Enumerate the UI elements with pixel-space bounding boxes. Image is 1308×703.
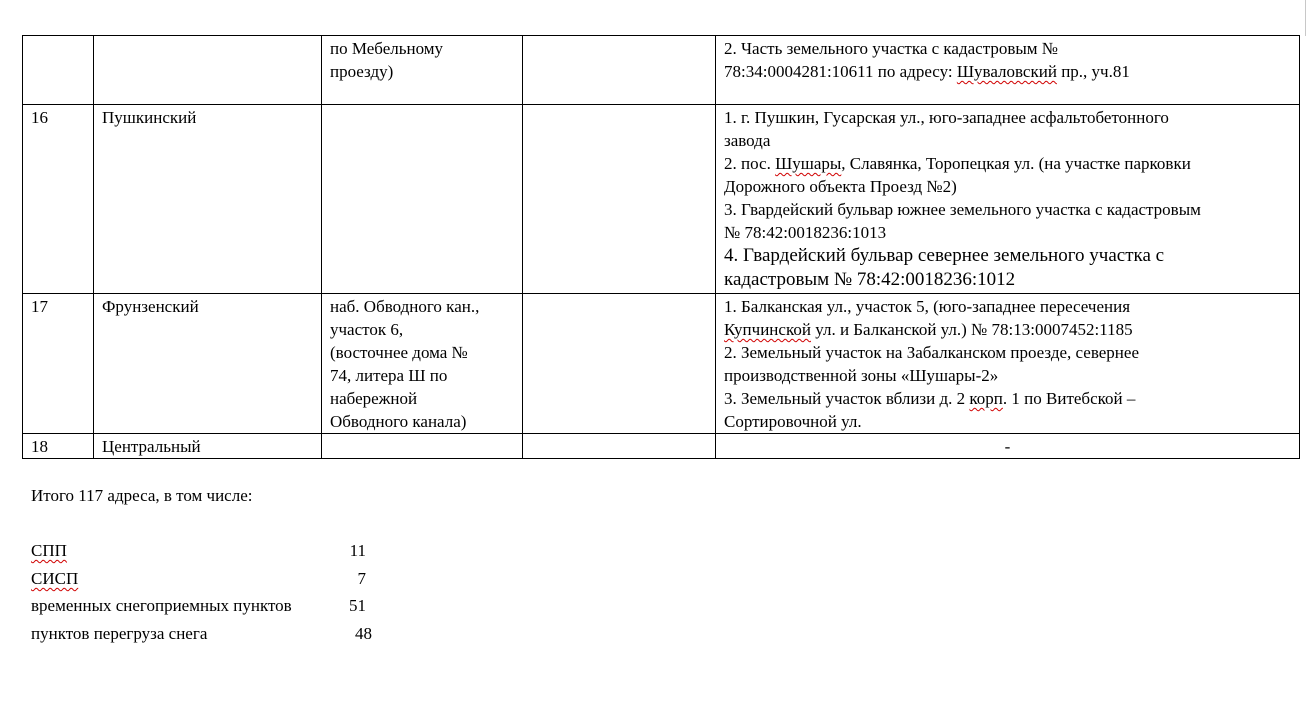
table-row (23, 105, 1300, 294)
cell-text-line (724, 129, 1291, 152)
cell-text-line: (восточнее дома № (330, 343, 468, 362)
summary-item-text: СПП (31, 541, 67, 560)
land-plot-cell (716, 105, 1300, 294)
spellcheck-marked-word: Купчинской (724, 320, 811, 339)
summary-item-value: 48 (355, 624, 372, 643)
table-body (23, 36, 1300, 459)
table-row (23, 36, 1300, 105)
cell-text-line (724, 106, 1291, 129)
site-address-cell (322, 105, 523, 294)
addresses-table (22, 35, 1300, 459)
cell-text-line: наб. Обводного кан., (330, 297, 480, 316)
cell-text-line (724, 175, 1291, 198)
district-cell: Фрунзенский (94, 294, 322, 434)
cell-text-line (724, 60, 1291, 83)
cell-text-line (724, 221, 1291, 244)
spellcheck-marked-word: Шуваловский (956, 62, 1057, 81)
text-segment: 1. Балканская ул., участок 5, (юго-западнее пересечения (724, 297, 1131, 316)
text-segment: Сортировочной ул. (724, 412, 862, 431)
site-address-cell (322, 36, 523, 105)
summary-item-label (31, 569, 78, 589)
empty-cell (523, 434, 716, 459)
text-segment: 2. Земельный участок на Забалканском проезде, севернее (724, 343, 1139, 362)
empty-cell (523, 36, 716, 105)
land-plot-cell (716, 36, 1300, 105)
cell-text-line (724, 152, 1291, 175)
site-address-cell (322, 294, 523, 434)
text-segment: 78:34:0004281:10611 по адресу: (724, 62, 957, 81)
cell-text-line (724, 244, 1291, 268)
summary-total: Итого 117 адреса, в том числе: (31, 486, 253, 505)
land-plot-cell: - (716, 434, 1300, 459)
cell-text-line: по Мебельному (330, 39, 444, 58)
district-cell (94, 36, 322, 105)
cell-text-line (724, 295, 1291, 318)
text-segment: 3. Земельный участок вблизи д. 2 (724, 389, 970, 408)
cell-text-line (724, 364, 1291, 387)
summary-item-value: 51 (349, 596, 366, 615)
text-segment: 1. г. Пушкин, Гусарская ул., юго-западнее асфальтобетонного (724, 108, 1169, 127)
cell-text-line (724, 341, 1291, 364)
table-row (23, 294, 1300, 434)
cell-text-line: набережной (330, 389, 418, 408)
row-number-cell: 18 (23, 434, 94, 459)
text-segment: ул. и Балканской ул.) № 78:13:0007452:1185 (810, 320, 1133, 339)
text-segment: . 1 по Витебской – (1002, 389, 1136, 408)
empty-cell (523, 294, 716, 434)
site-address-cell (322, 434, 523, 459)
cell-text-line (724, 37, 1291, 60)
empty-cell (523, 105, 716, 294)
cell-text-line: Обводного канала) (330, 412, 467, 431)
table-row (23, 434, 1300, 459)
summary-item-label (31, 541, 67, 561)
page-edge-line (1305, 0, 1306, 36)
text-segment: 4. Гвардейский бульвар севернее земельного участка с (724, 245, 1165, 266)
spellcheck-marked-word: Шушары (775, 154, 842, 173)
summary-item-value: 7 (357, 569, 366, 588)
district-cell: Центральный (94, 434, 322, 459)
cell-text-line: 74, литера Ш по (330, 366, 448, 385)
summary-item-text: пунктов перегруза снега (31, 624, 208, 643)
summary-item-text: СИСП (31, 569, 79, 588)
cell-text-line (724, 268, 1291, 292)
district-cell: Пушкинский (94, 105, 322, 294)
cell-text-line (724, 198, 1291, 221)
text-segment: 3. Гвардейский бульвар южнее земельного участка с кадастровым (724, 200, 1201, 219)
cell-text-line: участок 6, (330, 320, 404, 339)
text-segment: производственной зоны «Шушары-2» (724, 366, 999, 385)
cell-text-line: проезду) (330, 62, 394, 81)
text-segment: 2. Часть земельного участка с кадастровым № (724, 39, 1059, 58)
text-segment: 2. пос. (724, 154, 776, 173)
text-segment: № 78:42:0018236:1013 (724, 223, 887, 242)
cell-text-line (724, 410, 1291, 433)
text-segment: завода (724, 131, 771, 150)
cell-text-line (724, 387, 1291, 410)
text-segment: , Славянка, Торопецкая ул. (на участке парковки (841, 154, 1191, 173)
row-number-cell (23, 36, 94, 105)
text-segment: пр., уч.81 (1056, 62, 1130, 81)
cell-text-line (724, 318, 1291, 341)
summary-item-label (31, 596, 292, 616)
summary-item-label (31, 624, 207, 644)
text-segment: Дорожного объекта Проезд №2) (724, 177, 957, 196)
summary-item-text: временных снегоприемных пунктов (31, 596, 292, 615)
land-plot-cell (716, 294, 1300, 434)
row-number-cell: 16 (23, 105, 94, 294)
summary-item-value: 11 (349, 541, 366, 560)
row-number-cell: 17 (23, 294, 94, 434)
spellcheck-marked-word: корп (969, 389, 1003, 408)
text-segment: кадастровым № 78:42:0018236:1012 (724, 269, 1016, 290)
